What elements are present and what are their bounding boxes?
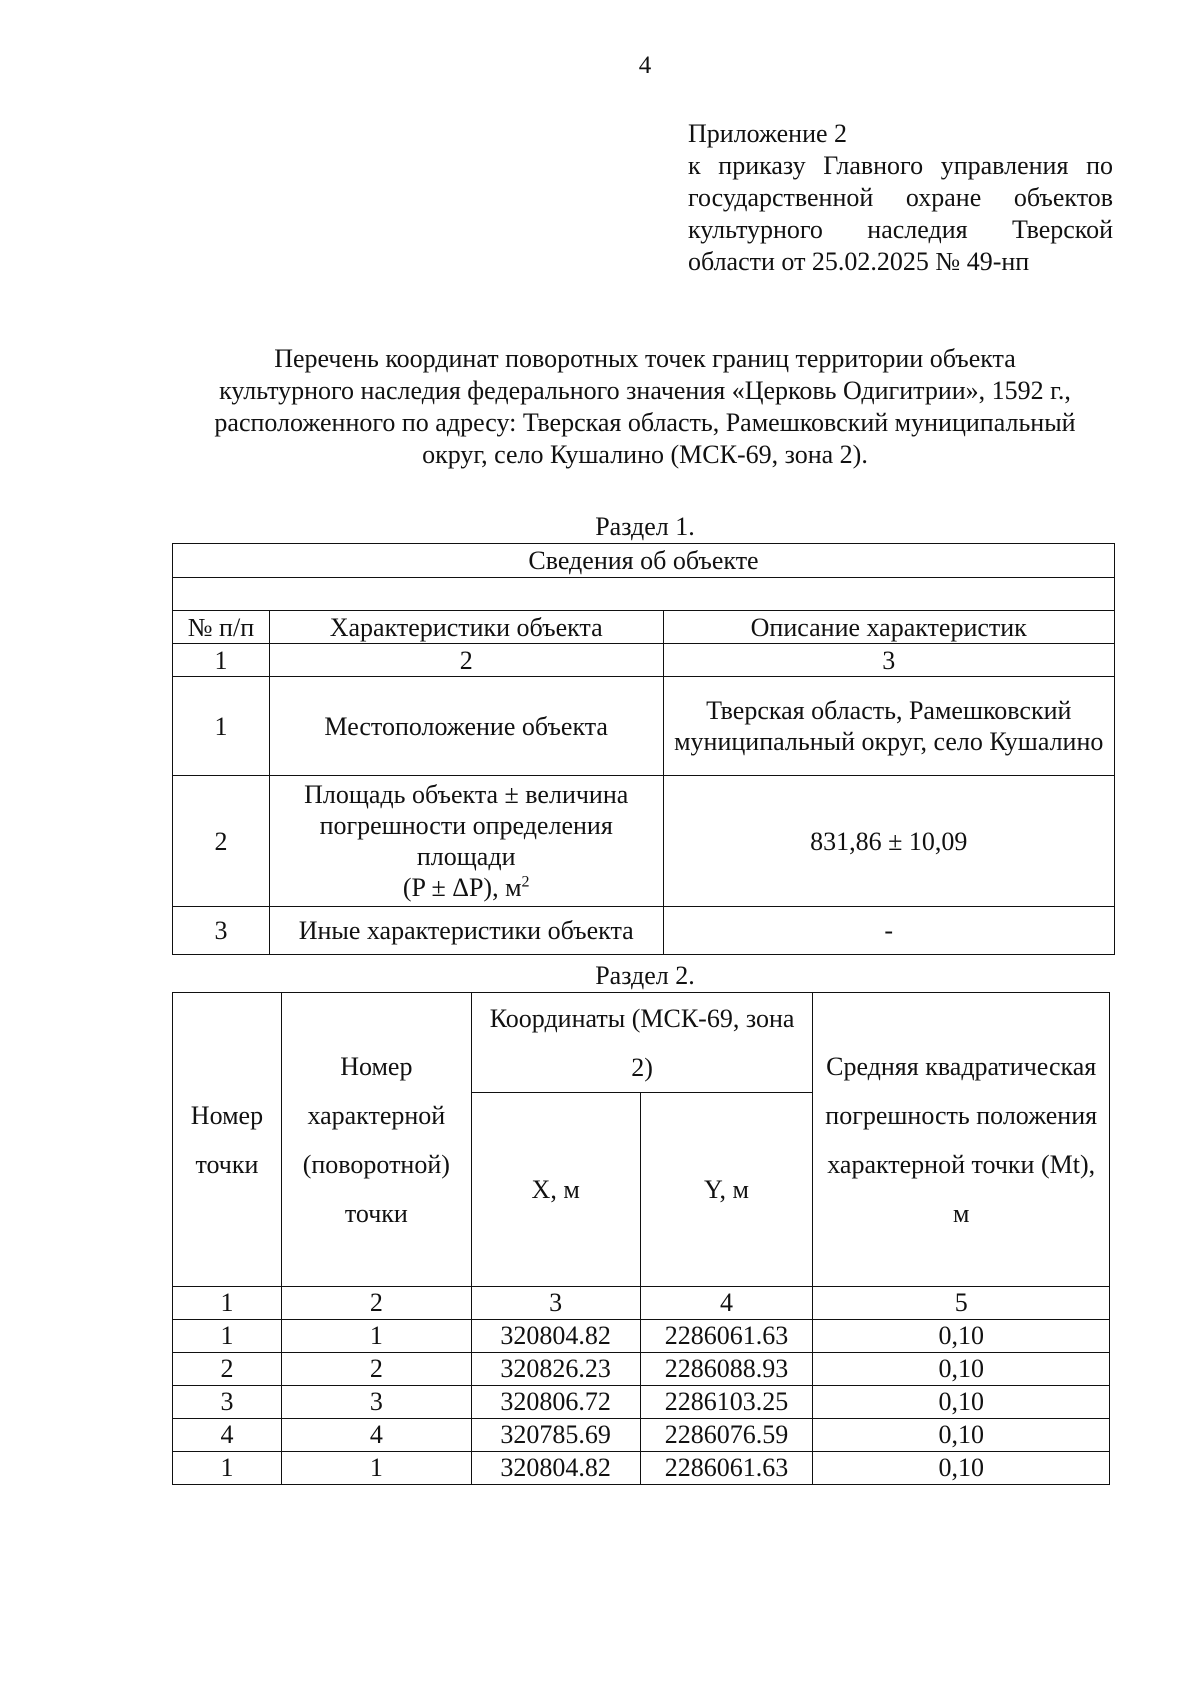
coordinates-table [172,992,1110,1485]
characteristic-value: Тверская область, Рамешковский муниципальный округ, село Кушалино [663,677,1115,776]
header-x: X, м [471,1093,640,1287]
point-number: 2 [173,1353,282,1386]
char-point-number: 4 [281,1419,471,1452]
header-char-point-number: Номер характерной (поворотной) точки [281,993,471,1287]
point-number: 1 [173,1452,282,1485]
column-number: 5 [813,1287,1110,1320]
page-number: 4 [638,52,652,79]
table-row [173,1353,1110,1386]
appendix-body: к приказу Главного управления по государственной охране объектов культурного наследия Тверской области от 25.02.2025 № 49-нп [688,151,1113,276]
coord-y: 2286061.63 [640,1452,813,1485]
section2-title: Раздел 2. [595,961,695,990]
char-point-number: 2 [281,1353,471,1386]
coord-y: 2286061.63 [640,1320,813,1353]
row-number: 1 [173,677,270,776]
coord-y: 2286088.93 [640,1353,813,1386]
characteristic-name: Местоположение объекта [269,677,663,776]
characteristic-value: - [663,907,1115,955]
point-number: 4 [173,1419,282,1452]
heading-line: округ, село Кушалино (МСК-69, зона 2). [422,440,868,469]
char-point-number: 3 [281,1386,471,1419]
row-number: 2 [173,776,270,907]
char-point-number: 1 [281,1452,471,1485]
section1-title: Раздел 1. [595,512,695,541]
mean-square-error: 0,10 [813,1452,1110,1485]
document-heading [150,343,1140,471]
object-info-table [172,543,1115,955]
header-y: Y, м [640,1093,813,1287]
column-number: 3 [663,644,1115,677]
mean-square-error: 0,10 [813,1419,1110,1452]
appendix-title: Приложение 2 [688,119,848,148]
mean-square-error: 0,10 [813,1386,1110,1419]
coord-y: 2286076.59 [640,1419,813,1452]
area-formula [274,872,659,903]
header-point-number: Номер точки [173,993,282,1287]
column-number: 2 [269,644,663,677]
column-number: 2 [281,1287,471,1320]
appendix-block [688,118,1113,278]
table-row [173,1320,1110,1353]
table-row [173,1452,1110,1485]
table-row [173,1386,1110,1419]
column-number: 1 [173,644,270,677]
mean-square-error: 0,10 [813,1320,1110,1353]
point-number: 1 [173,1320,282,1353]
coord-x: 320804.82 [471,1452,640,1485]
heading-line: культурного наследия федерального значения «Церковь Одигитрии», 1592 г., [219,376,1071,405]
point-number: 3 [173,1386,282,1419]
characteristic-name [269,776,663,907]
area-label: Площадь объекта ± величина погрешности определения площади [304,780,629,871]
heading-line: Перечень координат поворотных точек границ территории объекта [274,344,1016,373]
table-caption: Сведения об объекте [173,544,1115,578]
header-number: № п/п [173,611,270,644]
header-description: Описание характеристик [663,611,1115,644]
table-row [173,1419,1110,1452]
coord-y: 2286103.25 [640,1386,813,1419]
mean-square-error: 0,10 [813,1353,1110,1386]
header-coordinates: Координаты (МСК-69, зона 2) [471,993,813,1093]
heading-line: расположенного по адресу: Тверская область, Рамешковский муниципальный [214,408,1076,437]
area-formula-text: (P ± ΔP), м [402,873,522,902]
coord-x: 320806.72 [471,1386,640,1419]
characteristic-value: 831,86 ± 10,09 [663,776,1115,907]
coord-x: 320785.69 [471,1419,640,1452]
characteristic-name: Иные характеристики объекта [269,907,663,955]
area-formula-exponent: 2 [521,873,530,891]
empty-row [173,578,1115,611]
column-number: 1 [173,1287,282,1320]
header-characteristics: Характеристики объекта [269,611,663,644]
column-number: 3 [471,1287,640,1320]
char-point-number: 1 [281,1320,471,1353]
column-number: 4 [640,1287,813,1320]
header-mean-square-error: Средняя квадратическая погрешность положения характерной точки (Mt), м [813,993,1110,1287]
coord-x: 320826.23 [471,1353,640,1386]
coord-x: 320804.82 [471,1320,640,1353]
row-number: 3 [173,907,270,955]
